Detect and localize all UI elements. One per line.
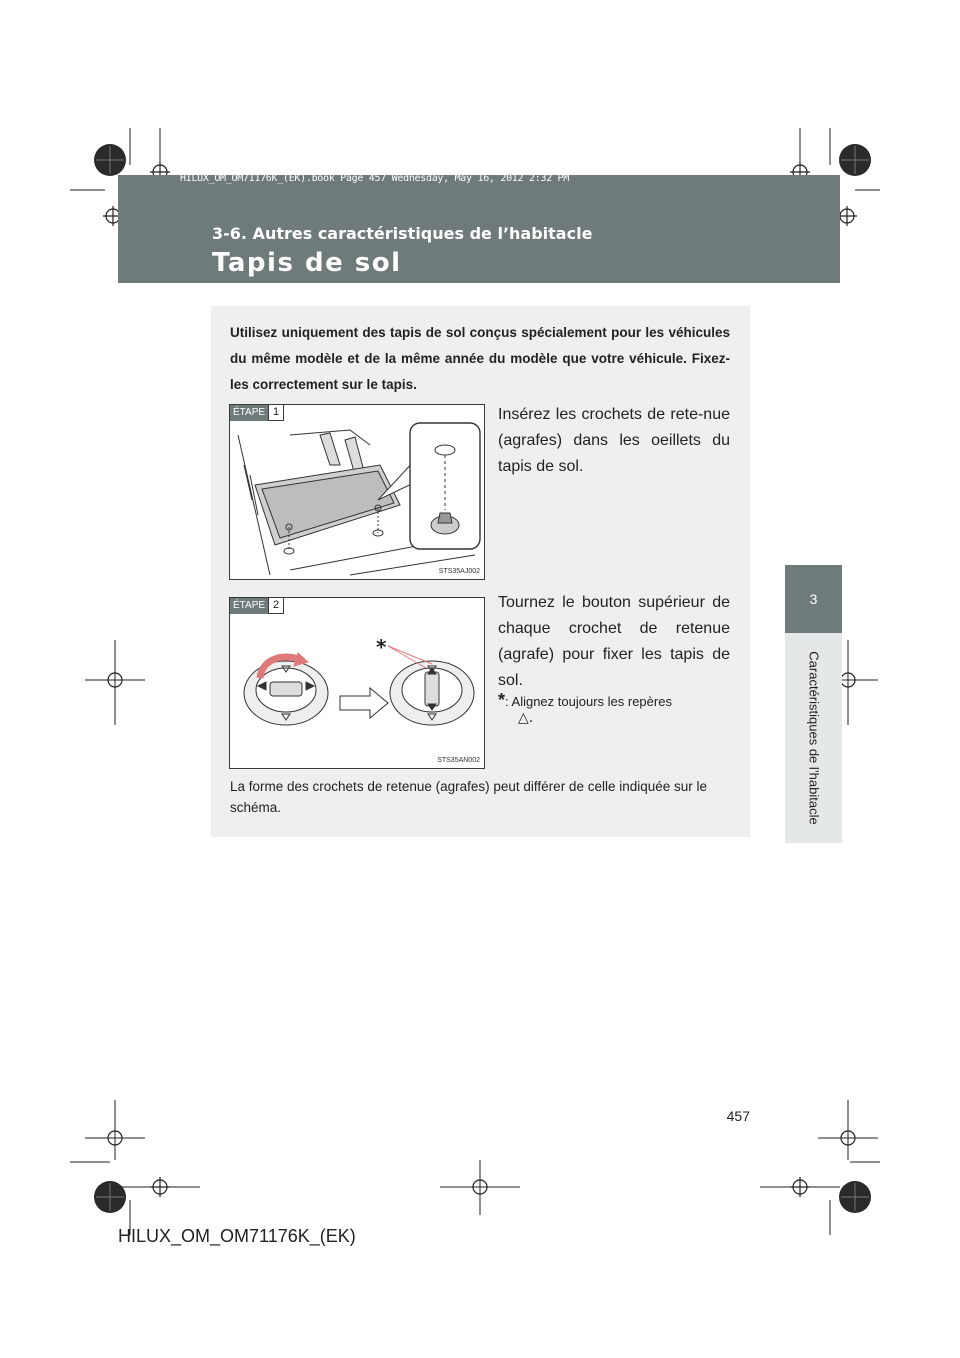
step-2-figure — [229, 597, 485, 769]
step-badge-label: ÉTAPE — [230, 598, 268, 614]
step-2-text: Tournez le bouton supérieur de chaque crochet de retenue (agrafe) pour fixer les tapis de sol. — [498, 594, 730, 689]
page-number: 457 — [726, 1108, 750, 1124]
step-1-figure — [229, 404, 485, 580]
step-badge-number: 2 — [268, 598, 284, 614]
chapter-tab-number: 3 — [785, 565, 842, 633]
document-code: HILUX_OM_OM71176K_(EK) — [118, 1226, 356, 1246]
floor-mat-illustration — [230, 405, 484, 579]
figure-disclaimer: La forme des crochets de retenue (agrafes) peut différer de celle indiquée sur le schéma. — [230, 779, 708, 815]
figure-star: * — [376, 635, 387, 659]
figure-code: STS35AN002 — [437, 757, 480, 764]
step-1-badge — [230, 405, 284, 421]
chapter-tab — [785, 633, 842, 843]
intro-paragraph: Utilisez uniquement des tapis de sol conçus spécialement pour les véhicules du même modèle et de la même année du modèle que votre véhicule. Fixez-les correctement sur le tapis. — [230, 325, 730, 392]
note-star: * — [498, 690, 506, 710]
chapter-tab-label: Caractéristiques de l’habitacle — [806, 651, 821, 825]
step-badge-label: ÉTAPE — [230, 405, 268, 421]
step-1-text: Insérez les crochets de rete-nue (agrafes) dans les oeillets du tapis de sol. — [498, 406, 730, 475]
note-body: : Alignez toujours les repères — [505, 694, 672, 709]
clip-rotation-illustration — [230, 598, 484, 768]
step-badge-number: 1 — [268, 405, 284, 421]
triangle-mark-icon: △. — [518, 710, 534, 726]
alignment-note — [498, 690, 730, 712]
figure-code: STS35AJ002 — [438, 568, 480, 575]
section-label: 3-6. Autres caractéristiques de l’habitacle — [212, 224, 593, 243]
book-stamp: HILUX_OM_OM71176K_(EK).book Page 457 Wednesday, May 16, 2012 2:32 PM — [180, 173, 569, 184]
page-title: Tapis de sol — [212, 248, 402, 278]
step-2-badge — [230, 598, 284, 614]
